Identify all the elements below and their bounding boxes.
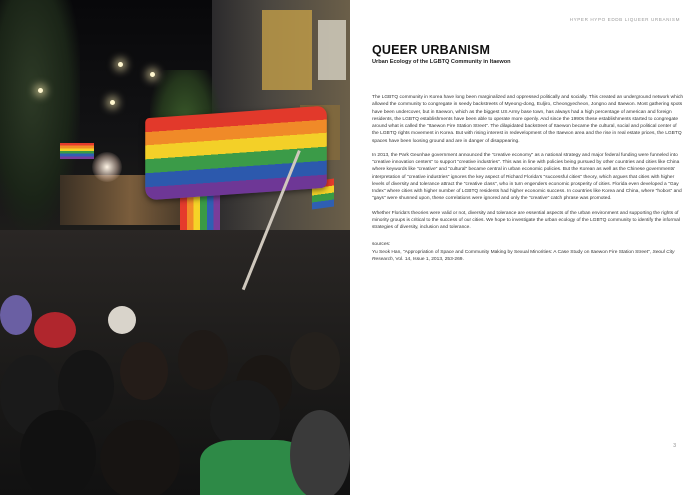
crowd-head — [100, 420, 180, 495]
paragraph: Whether Florida's theories were valid or not, diversity and tolerance are essential aspects of the urban environment and supporting the rights of minority groups is critical to the success of our cities. We hope to investigate the urban ecology of the LGBTQ community to identify the informal strategies of diversity, inclusion and tolerance. — [372, 210, 680, 230]
body-text — [372, 94, 684, 270]
page-subtitle: Urban Ecology of the LGBTQ Community in Itaewon — [372, 59, 511, 65]
crowd-head — [120, 342, 168, 400]
stage-light — [92, 152, 122, 182]
crowd-head — [290, 332, 340, 390]
street-lamp — [118, 62, 123, 67]
crowd-head — [20, 410, 96, 495]
crowd-head — [178, 330, 228, 390]
building-window-panel — [318, 20, 346, 80]
crowd-head — [34, 312, 76, 348]
street-lamp — [110, 100, 115, 105]
citation-suffix: , Vol. 14, Issue 1, 2013, 253-269. — [392, 256, 464, 262]
street-lamp — [38, 88, 43, 93]
street-lamp — [150, 72, 155, 77]
text-page — [350, 0, 700, 495]
source-citation — [372, 249, 684, 264]
running-head: HYPER HYPO EDDB LIQUEER URBANISM — [569, 17, 680, 22]
crowd-head — [108, 306, 136, 334]
paragraph: The LGBTQ community in Korea have long been marginalized and oppressed politically and socially. This created an underground network which allowed the community to congregate in seedy backstreets of Myeong-dong, Euljiro, Cheongyecheon, Jongno and Itaewon. Most gathering spots have been undercover, but in Itaewon, which as the biggest US Army base town, has always had a high percentage of american and foreign residents, the LGBTQ establishments have been able to operate more openly. And since the 1990s these establishments started to congregate around what is called the "Itaewon Fire Station Street". The dilapidated backstreet of Itaewon became the cultural, social and political center of the LGBTQ rights movement in Korea. But with rising interest in redevelopment of the Itaewon area and the rise in real estate prices, the LGBTQ spaces have been loosing ground and are in danger of disappearing. — [372, 95, 684, 144]
citation-prefix: Yu Seok Han, "Appropriation of Space and Community Making by Sexual Minorities: A Case Study on Itaewon Fire Station Street", — [372, 249, 653, 255]
sources-label: sources: — [372, 242, 391, 248]
page-number: 3 — [673, 443, 676, 449]
page-title: QUEER URBANISM — [372, 43, 491, 57]
crowd-head — [290, 410, 350, 495]
citation-journal: Seoul City Research — [372, 249, 675, 262]
paragraph: In 2013, the Park Geunhae government announced the "creative economy" as a national strategy and major federal funding were funneled into "creative innovation centers" to support "creative industries". This was in line with policies being pursued by other countries and cities like China where keywords like "creative" and "cultural" became central in urban economic policies. But the Korean as well as the Chinese governments' interpretation of "creative industries" ignores the key aspect of Richard Florida's "successful cities" theory, which argues that cities with higher levels of diversity and tolerance attract the "creative class", who in turn engenders economic prosperity of cities. Florida even developed a "Gay Index" where cities with higher number of LGBTQ residents had higher economic success. In countries like Korea and China, where "hobos" and "gays" were shunned upon, these correlations were ignored and only the "creative" catch phrase was promoted. — [372, 152, 682, 202]
building-window-panel — [262, 10, 312, 90]
crowd-head — [0, 295, 32, 335]
rainbow-flag-small — [60, 143, 94, 159]
